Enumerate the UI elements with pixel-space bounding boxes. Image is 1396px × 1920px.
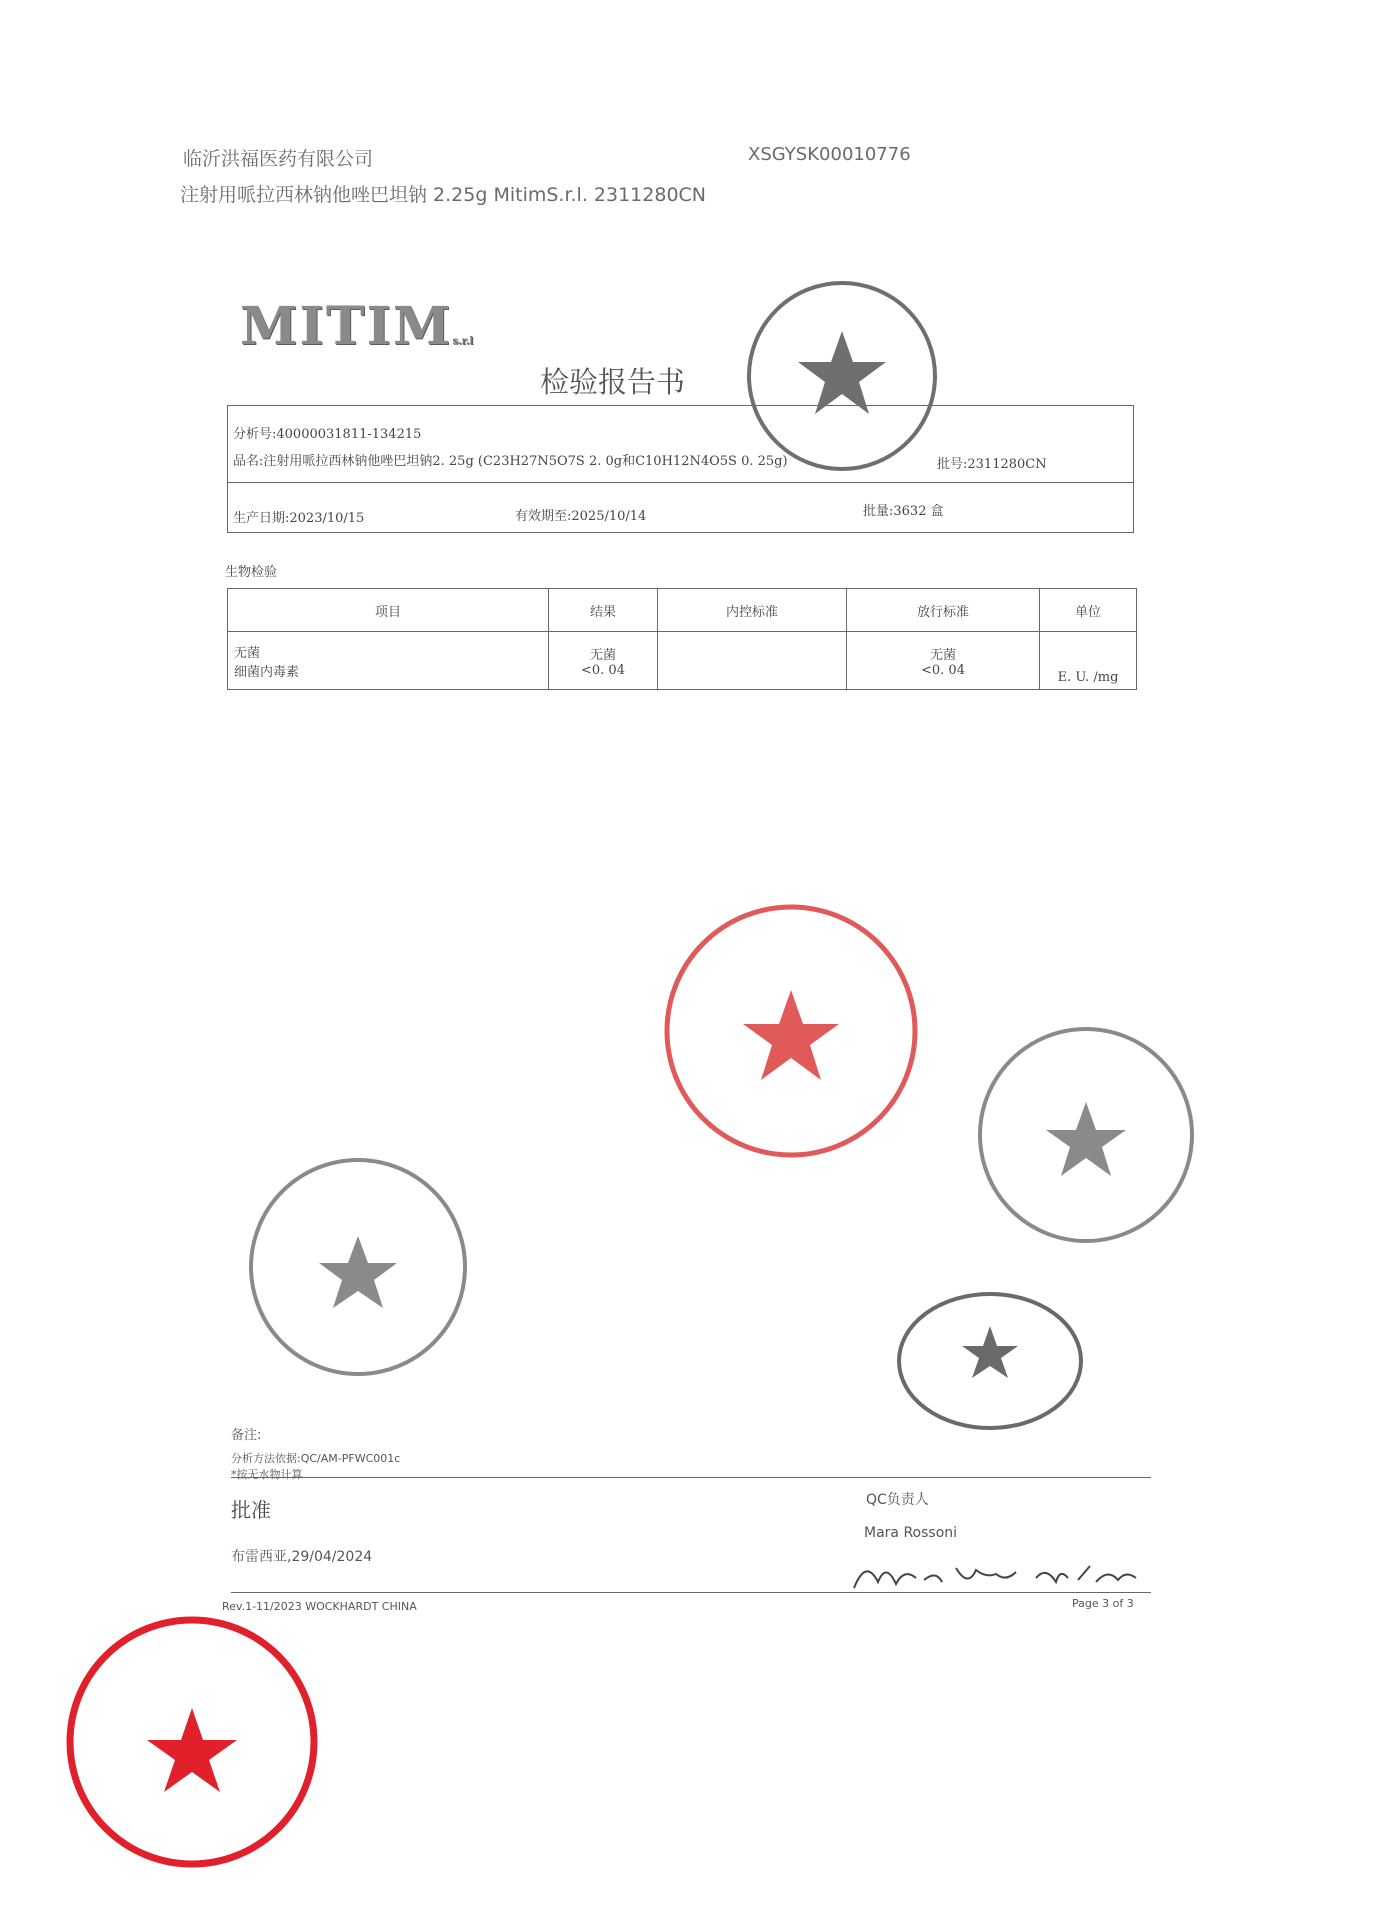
col-header-result: 结果 xyxy=(549,589,658,632)
expiry-date: 有效期至:2025/10/14 xyxy=(515,509,647,524)
col-header-item: 项目 xyxy=(228,589,549,632)
header-company: 临沂洪福医药有限公司 xyxy=(183,148,374,170)
table-row xyxy=(228,632,1137,690)
cell-release: 无菌 <0. 04 xyxy=(847,632,1040,690)
col-header-release: 放行标准 xyxy=(847,589,1040,632)
info-divider xyxy=(227,482,1134,483)
stamp-shandong xyxy=(243,1152,473,1382)
stamp-guangdong-quality xyxy=(893,1288,1087,1434)
header-code: XSGYSK00010776 xyxy=(748,144,911,165)
bio-section-label: 生物检验 xyxy=(225,565,278,580)
cell-unit: E. U. /mg xyxy=(1040,632,1137,690)
stamp-linyi-gray xyxy=(973,1022,1199,1248)
stamp-suzhou-red xyxy=(62,1612,322,1872)
notes-method: 分析方法依据:QC/AM-PFWC001c xyxy=(231,1452,401,1465)
qc-label: QC负责人 xyxy=(866,1492,929,1508)
footer-rev: Rev.1-11/2023 WOCKHARDT CHINA xyxy=(222,1600,417,1613)
notes-label: 备注: xyxy=(231,1428,262,1443)
manufacture-date: 生产日期:2023/10/15 xyxy=(233,511,365,526)
batch-quantity: 批量:3632 盒 xyxy=(863,504,944,519)
col-header-internal: 内控标准 xyxy=(658,589,847,632)
analysis-number: 分析号:40000031811-134215 xyxy=(233,427,422,442)
bio-test-table xyxy=(227,588,1137,690)
product-name: 品名:注射用哌拉西林钠他唑巴坦钠2. 25g (C23H27N5O7S 2. 0g和C10H12N4O5S 0. 25g) xyxy=(233,454,788,469)
table-header-row xyxy=(228,589,1137,632)
col-header-unit: 单位 xyxy=(1040,589,1137,632)
approve-label: 批准 xyxy=(231,1498,271,1522)
mitim-logo: MITIMs.r.l xyxy=(240,296,474,357)
header-product-line: 注射用哌拉西林钠他唑巴坦钠 2.25g MitimS.r.l. 2311280CN xyxy=(180,184,707,206)
batch-number: 批号:2311280CN xyxy=(937,457,1047,472)
qc-name: Mara Rossoni xyxy=(864,1525,958,1541)
cell-item: 无菌 细菌内毒素 xyxy=(228,632,549,690)
document-title: 检验报告书 xyxy=(540,365,686,399)
footer-page: Page 3 of 3 xyxy=(1072,1597,1134,1610)
footer-divider xyxy=(231,1592,1151,1593)
stamp-wantai xyxy=(742,276,942,476)
stamp-linyi-red xyxy=(660,900,922,1162)
notes-divider xyxy=(231,1477,1151,1478)
location-date: 布雷西亚,29/04/2024 xyxy=(231,1549,373,1565)
cell-result: 无菌 <0. 04 xyxy=(549,632,658,690)
cell-internal xyxy=(658,632,847,690)
notes-anhydrous: *按无水物计算 xyxy=(231,1468,303,1481)
